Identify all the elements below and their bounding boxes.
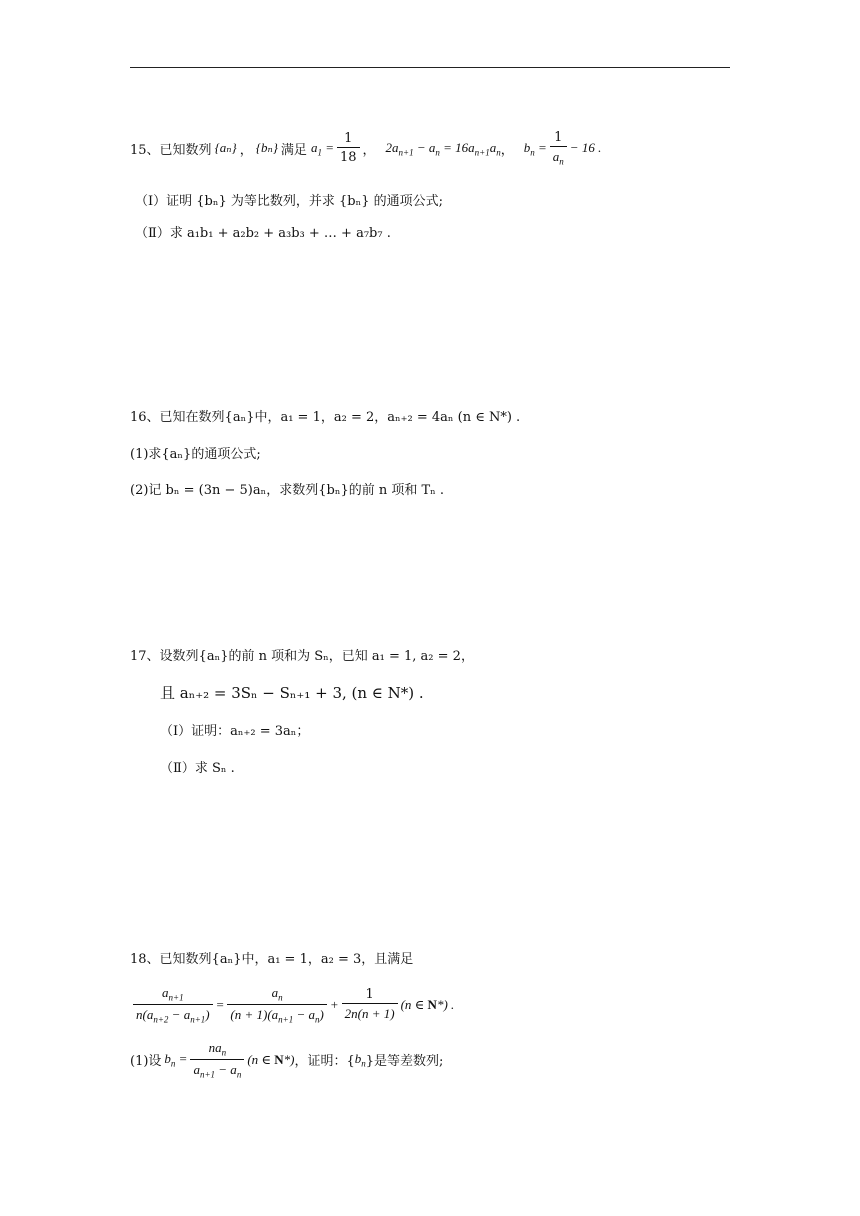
problem-18-part-1: (1)设 $b_n$ = $\frac{na_n}{a_{n+1} - a_n}$ (n ∈ N*) ，证明：{ $b_n$ }是等差数列; [130,1040,444,1080]
problem-16-part-2: (2)记 bₙ = (3n − 5)aₙ，求数列{bₙ}的前 n 项和 Tₙ . [130,483,445,498]
problem-17-condition: 且 aₙ₊₂ = 3Sₙ − Sₙ₊₁ + 3, (n ∈ N*) . [160,684,424,702]
problem-17-part-1: （Ⅰ）证明：aₙ₊₂ = 3aₙ； [160,724,310,739]
problem-18-statement: 18、 已知数列{aₙ}中，a₁ = 1，a₂ = 3，且满足 [130,952,414,967]
problem-16-statement: 16、 已知在数列{aₙ}中，a₁ = 1，a₂ = 2，aₙ₊₂ = 4aₙ (n ∈ N*) . [130,410,521,425]
problem-15-part-1: （Ⅰ）证明 {bₙ} 为等比数列，并求 {bₙ} 的通项公式; [135,194,444,209]
problem-15-part-2: （Ⅱ）求 a₁b₁ + a₂b₂ + a₃b₃ + … + a₇b₇ . [135,226,391,241]
problem-17-part-2: （Ⅱ）求 Sₙ . [160,761,235,776]
problem-18-condition: $\frac{a_{n+1}}{n(a_{n+2} - a_{n+1})}$ = $\frac{a_n}{(n + 1)(a_{n+1} - a_n)}$ + $\frac{1}{2n(n + 1)}$ (n ∈ N*) . [130,985,454,1024]
problem-16-part-1: (1)求{aₙ}的通项公式; [130,447,261,462]
problem-17-statement: 17、 设数列{aₙ}的前 n 项和为 Sₙ，已知 a₁ = 1, a₂ = 2， [130,649,474,664]
header-rule [130,67,730,68]
problem-15-statement: 15、 已知数列 {aₙ} ， {bₙ} 满足 $a_1$ = $\frac{1}{18}$ ， $2a_{n+1} - a_n = 16a_{n+1}a_n$ ， $b_n$ = $\frac{1}{a_n}$ − 16 . [130,130,602,167]
